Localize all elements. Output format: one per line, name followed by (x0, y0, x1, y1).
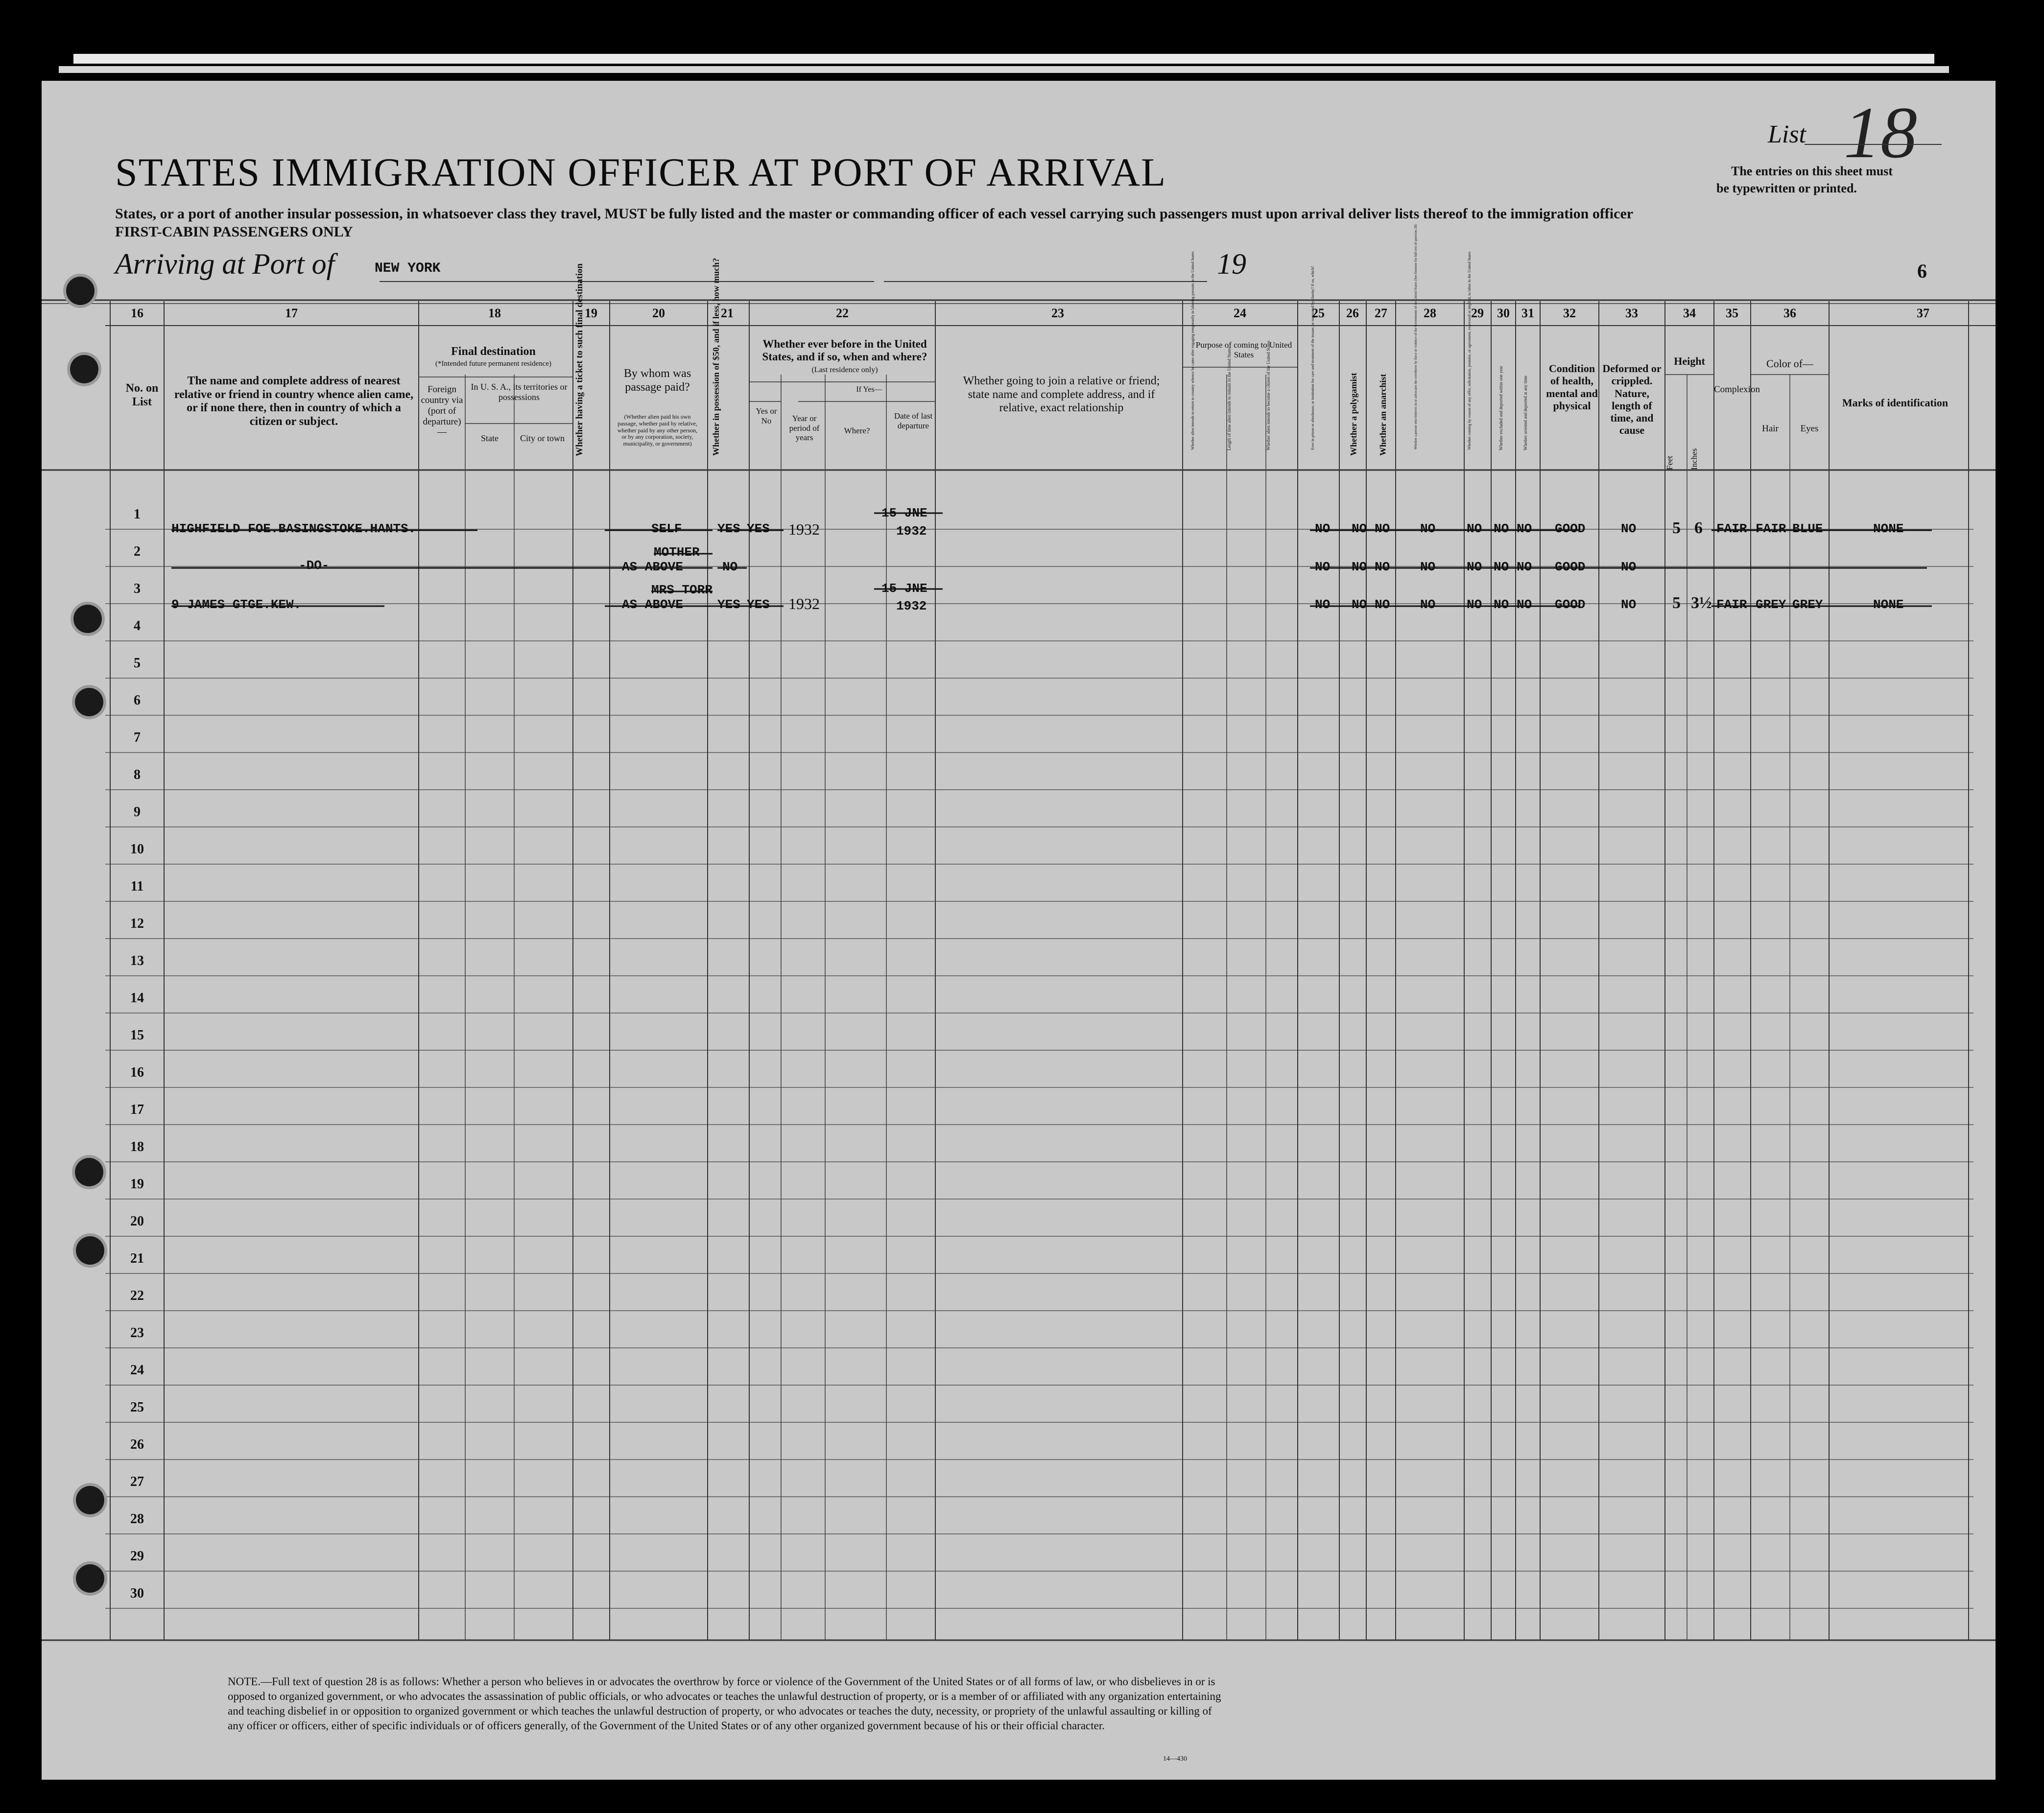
header-c22-date: Date of last departure (894, 411, 933, 430)
column-number: 33 (1625, 306, 1638, 320)
row2-health: GOOD (1555, 560, 1586, 574)
row-number: 22 (130, 1288, 144, 1303)
row-number: 4 (134, 618, 141, 634)
row-number: 6 (134, 693, 141, 708)
row-number: 20 (130, 1214, 144, 1229)
header-c18-foreign: Foreign country via (port of departure)— (421, 384, 463, 438)
row-number: 21 (130, 1251, 144, 1266)
header-c18-title: Final destination (451, 345, 536, 358)
row-number: 11 (130, 879, 144, 894)
header-c34-inches: Inches (1689, 448, 1699, 470)
row1-health: GOOD (1555, 521, 1586, 536)
column-number: 20 (652, 306, 665, 320)
row1-before: YES (747, 521, 770, 536)
header-c18-usa: In U. S. A., its territories or possessions (471, 382, 568, 402)
row1-c27: NO (1375, 521, 1390, 536)
row3-money: YES (717, 597, 740, 612)
header-c36-title: Color of— (1766, 357, 1813, 370)
row2-paid-2: AS ABOVE (622, 560, 683, 574)
row-number: 15 (130, 1028, 144, 1043)
column-number: 23 (1051, 306, 1064, 320)
column-number: 28 (1424, 306, 1436, 320)
row1-eyes: BLUE (1792, 521, 1823, 536)
row3-complexion: FAIR (1716, 597, 1747, 612)
header-c31: Whether arrested and deported at any time (1523, 376, 1528, 450)
row-number: 14 (130, 990, 144, 1006)
row2-c29: NO (1467, 560, 1482, 574)
header-c19: Whether having a ticket to such final destination (574, 263, 585, 456)
row3-year: 1932 (788, 595, 820, 612)
row1-hair: FAIR (1756, 521, 1786, 536)
row1-money: YES (717, 521, 740, 536)
immigration-form-sheet (42, 81, 1996, 1780)
column-number: 17 (285, 306, 298, 320)
header-c26: Whether a polygamist (1349, 373, 1358, 456)
header-c27: Whether an anarchist (1378, 374, 1388, 456)
header-c18-city: City or town (520, 433, 565, 443)
column-number: 37 (1917, 306, 1929, 320)
header-c32: Condition of health, mental and physical (1546, 362, 1598, 412)
column-number: 30 (1497, 306, 1510, 320)
row3-relative: 9 JAMES GTGE.KEW. (171, 597, 302, 612)
column-number: 29 (1471, 306, 1484, 320)
row-number: 1 (134, 507, 141, 522)
form-title: STATES IMMIGRATION OFFICER AT PORT OF ARRIVAL (115, 150, 1167, 194)
row3-c30: NO (1494, 597, 1509, 612)
row1-date2: 1932 (896, 524, 927, 539)
header-c21: Whether in possession of $50, and if less, how much? (711, 258, 721, 456)
header-c30: Whether excluded and deported within one year (1498, 366, 1503, 450)
row3-c28: NO (1420, 597, 1436, 612)
binder-hole (76, 1486, 104, 1514)
header-c34-title: Height (1674, 355, 1705, 367)
row-number: 16 (130, 1065, 144, 1080)
row-number: 7 (134, 730, 141, 745)
row-number: 28 (130, 1511, 144, 1527)
header-c16: No. on List (125, 382, 159, 408)
row2-deformed: NO (1621, 560, 1637, 574)
header-c22-yesno: Yes or No (756, 406, 777, 425)
row3-paid-1: MRS TORR (651, 583, 713, 597)
header-c36-hair: Hair (1762, 424, 1779, 434)
column-number: 24 (1234, 306, 1246, 320)
page-edge-top-2 (59, 66, 1949, 73)
header-c25: Ever in prison or almshouse, or institution for care and treatment of the insane, or supported by charity? If so, which? (1310, 266, 1315, 450)
row3-c31: NO (1517, 597, 1532, 612)
header-c28: Whether a person who believes in or advocates the overthrow by force or violence of the Government of the United States (See footnote for full text of question 28) (1414, 224, 1418, 449)
row3-eyes: GREY (1792, 597, 1823, 612)
row1-c31: NO (1517, 521, 1532, 536)
row1-c28: NO (1420, 521, 1436, 536)
row1-c29: NO (1467, 521, 1482, 536)
column-number: 27 (1375, 306, 1387, 320)
form-grid (42, 81, 1996, 1780)
column-number: 16 (131, 306, 143, 320)
row1-paid: SELF (651, 521, 682, 536)
header-c24-b: Length of time alien intends to remain in the United States (1227, 347, 1232, 450)
row-number: 27 (130, 1474, 144, 1489)
header-c22-ifyes: If Yes— (856, 385, 882, 394)
row-number: 18 (130, 1139, 144, 1154)
row1-c26: NO (1352, 521, 1367, 536)
row1-c30: NO (1494, 521, 1509, 536)
row-number: 3 (134, 581, 141, 596)
row2-c27: NO (1375, 560, 1390, 574)
row-number: 2 (134, 544, 141, 559)
row2-paid-1: MOTHER (654, 545, 700, 560)
row1-marks: NONE (1873, 521, 1904, 536)
column-number: 19 (585, 306, 597, 320)
column-number: 31 (1521, 306, 1534, 320)
binder-hole (76, 1236, 104, 1265)
binder-hole (70, 355, 98, 383)
row3-date2: 1932 (896, 599, 927, 613)
header-c35: Complexion (1714, 384, 1760, 395)
binder-hole (75, 688, 103, 716)
row-number: 17 (130, 1102, 144, 1117)
row3-before: YES (747, 597, 770, 612)
row2-money: NO (722, 560, 738, 574)
header-c17: The name and complete address of nearest relative or friend in country whence alien came, or if none there, then in country of which a citizen or subject. (174, 375, 414, 428)
row3-deformed: NO (1621, 597, 1637, 612)
row3-date1: 15 JNE (881, 581, 927, 596)
header-c24-title: Purpose of coming to United States (1195, 340, 1292, 359)
binder-hole (66, 277, 95, 305)
header-c18-note: (*Intended future permanent residence) (435, 360, 551, 368)
row3-health: GOOD (1555, 597, 1586, 612)
row2-c26: NO (1352, 560, 1367, 574)
row1-feet: 5 (1672, 519, 1681, 537)
row-number: 26 (130, 1437, 144, 1452)
row3-feet: 5 (1672, 594, 1681, 612)
header-c34-feet: Feet (1665, 455, 1674, 470)
list-label: List (1768, 120, 1806, 148)
column-number: 18 (488, 306, 501, 320)
column-number: 34 (1683, 306, 1696, 320)
row3-c27: NO (1375, 597, 1390, 612)
column-number: 21 (721, 306, 734, 320)
form-number: 14—430 (1163, 1755, 1187, 1763)
header-c22-year: Year or period of years (789, 414, 820, 443)
year-digit: 6 (1917, 260, 1927, 282)
row3-paid-2: AS ABOVE (622, 597, 683, 612)
row1-inches: 6 (1694, 519, 1703, 537)
row3-c26: NO (1352, 597, 1367, 612)
row1-year: 1932 (788, 520, 820, 538)
column-number: 36 (1783, 306, 1796, 320)
row-number: 5 (134, 656, 141, 671)
row-number: 10 (130, 842, 144, 857)
header-c22-note: (Last residence only) (811, 366, 878, 374)
header-c22-title: Whether ever before in the United States, and if so, when and where? (762, 338, 927, 363)
header-c24-a: Whether alien intends to return to country whence he came after engaging temporarily in laboring pursuits in the United States (1190, 251, 1195, 450)
header-c20-note: (Whether alien paid his own passage, whether paid by relative, whether paid by any other person, or by any corporation, society, municipality, or government) (617, 413, 698, 447)
header-c18-state: State (481, 433, 499, 443)
row-number: 29 (130, 1549, 144, 1564)
row-number: 8 (134, 767, 141, 782)
header-c23: Whether going to join a relative or friend; state name and complete address, and if relative, exact relationship (963, 375, 1160, 415)
row2-c28: NO (1420, 560, 1436, 574)
row2-c25: NO (1315, 560, 1331, 574)
row1-c25: NO (1315, 521, 1331, 536)
row1-deformed: NO (1621, 521, 1637, 536)
year-prefix: 19 (1217, 248, 1246, 280)
row3-c25: NO (1315, 597, 1331, 612)
row-number: 9 (134, 804, 141, 820)
footnote-question-28: NOTE.—Full text of question 28 is as follows: Whether a person who believes in or advocates the overthrow by force or violence of the Government of the United States or of all forms of law, or who disbelieves in or is opposed to organized government, or who advocates the assassination of public officials, or who advocates or teaches the unlawful destruction of property, or is a member of or affiliated with any organization entertaining and teaching disbelief in or opposition to organized government or which teaches the unlawful destruction of property, or who advocates or teaches the duty, necessity, or propriety of the unlawful assaulting or killing of any officer or officers, either of specific individuals or of officers generally, of the Government of the United States or of any other organized government because of his or their official character. (228, 1675, 1221, 1732)
row3-marks: NONE (1873, 597, 1904, 612)
row-number: 12 (130, 916, 144, 931)
row-number: 19 (130, 1177, 144, 1192)
row3-c29: NO (1467, 597, 1482, 612)
row-number: 25 (130, 1400, 144, 1415)
header-c24-c: Whether alien intends to become a citizen of the United States (1266, 340, 1271, 450)
row-number: 24 (130, 1363, 144, 1378)
typewritten-note-1: The entries on this sheet must (1731, 164, 1893, 178)
list-number: 18 (1844, 92, 1917, 173)
form-class-line: FIRST-CABIN PASSENGERS ONLY (115, 224, 353, 240)
arriving-label: Arriving at Port of (115, 248, 335, 280)
typewritten-note-2: be typewritten or printed. (1716, 181, 1857, 195)
binder-hole (75, 1158, 103, 1186)
column-number: 25 (1312, 306, 1325, 320)
row-number: 13 (130, 953, 144, 968)
header-c33: Deformed or crippled. Nature, length of time, and cause (1602, 362, 1662, 437)
row1-relative: HIGHFIELD FOE.BASINGSTOKE.HANTS. (171, 521, 416, 536)
header-c37: Marks of identification (1842, 397, 1949, 409)
binder-hole (73, 605, 102, 633)
row1-complexion: FAIR (1716, 521, 1747, 536)
header-c36-eyes: Eyes (1800, 424, 1819, 434)
column-number: 26 (1346, 306, 1359, 320)
row2-c30: NO (1494, 560, 1509, 574)
column-number: 35 (1726, 306, 1738, 320)
row2-c31: NO (1517, 560, 1532, 574)
port-value: NEW YORK (375, 261, 441, 276)
column-number: 22 (836, 306, 849, 320)
row-number: 30 (130, 1586, 144, 1601)
page-edge-top (73, 54, 1934, 64)
form-subtitle: States, or a port of another insular possession, in whatsoever class they travel, MUST be fully listed and the master or commanding officer of each vessel carrying such passengers must upon arrival deliver lists thereof to the immigration officer (115, 206, 1634, 222)
row3-inches: 3½ (1691, 594, 1712, 612)
row2-relative: -DO- (299, 558, 330, 573)
binder-hole (76, 1564, 104, 1593)
row-number: 23 (130, 1325, 144, 1341)
column-number: 32 (1563, 306, 1576, 320)
row1-date1: 15 JNE (881, 506, 927, 520)
header-c20-title: By whom was passage paid? (623, 367, 691, 394)
row3-hair: GREY (1756, 597, 1786, 612)
header-c22-where: Where? (844, 426, 870, 435)
header-c29: Whether coming by reason of any offer, solicitation, promise, or agreement, expressed or implied, to labor in the United States (1467, 251, 1472, 450)
